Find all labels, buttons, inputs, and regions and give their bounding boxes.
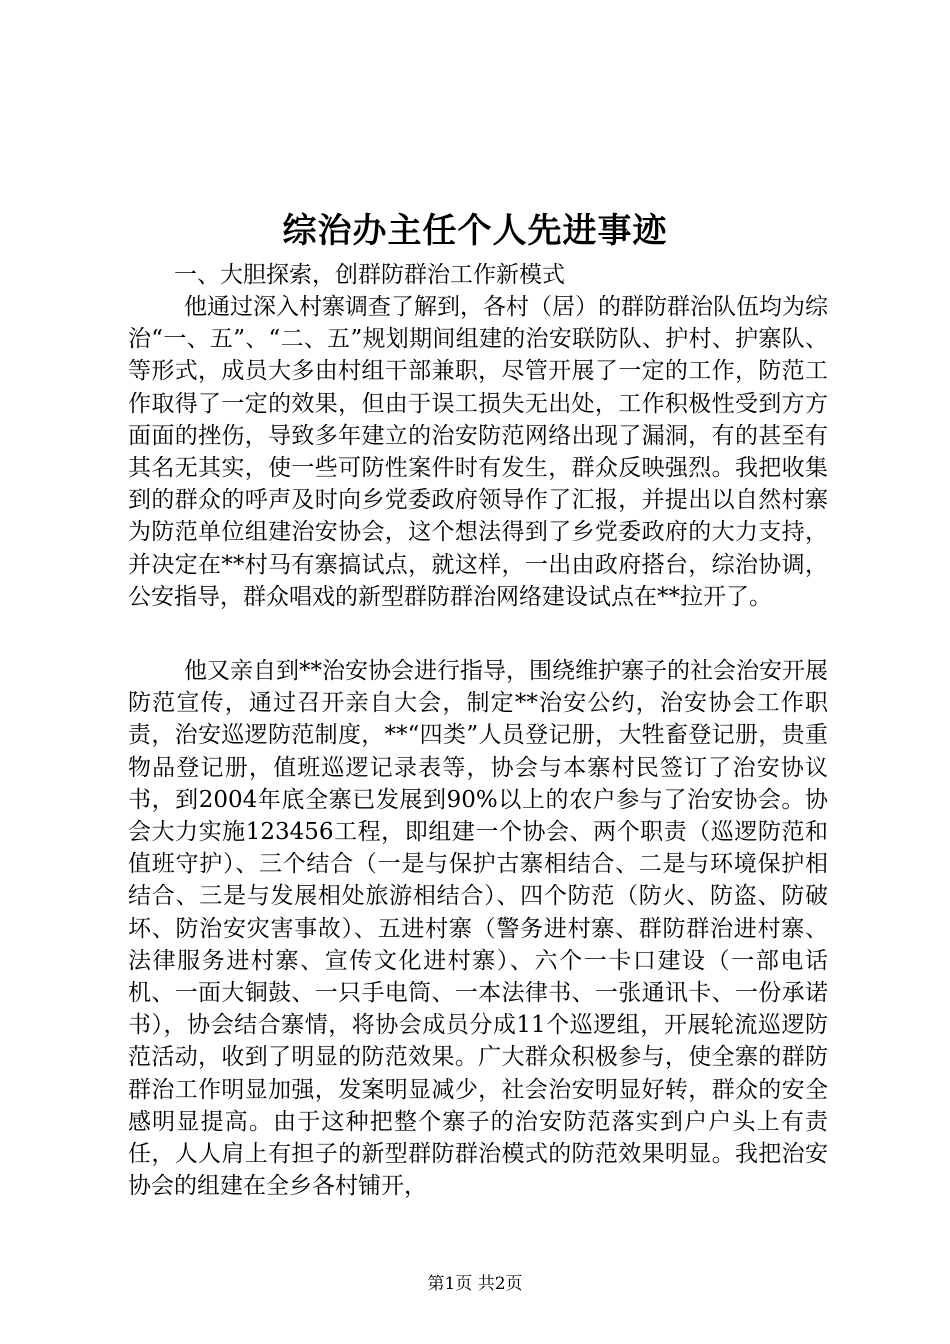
body-paragraph-1: 他通过深入村寨调查了解到，各村（居）的群防群治队伍均为综治“一、五”、“二、五”规划期间组建的治安联防队、护村、护寨队、等形式，成员大多由村组干部兼职，尽管开展了一定的工作，防范工作取得了一定的效果，但由于误工损失无出处，工作积极性受到方方面面的挫伤，导致多年建立的治安防范网络出现了漏洞，有的甚至有其名无其实，使一些可防性案件时有发生，群众反映强烈。我把收集到的群众的呼声及时向乡党委政府领导作了汇报，并提出以自然村寨为防范单位组建治安协会，这个想法得到了乡党委政府的大力支持，并决定在**村马有寨搞试点，就这样，一出由政府搭台，综治协调，公安指导，群众唱戏的新型群防群治网络建设试点在**拉开了。 xyxy=(128,294,828,610)
document-title: 综治办主任个人先进事迹 xyxy=(282,210,668,251)
section-heading: 一、大胆探索，创群防群治工作新模式 xyxy=(174,262,565,288)
body-paragraph-2: 他又亲自到**治安协会进行指导，围绕维护寨子的社会治安开展防范宣传，通过召开亲自大会，制定**治安公约，治安协会工作职责，治安巡逻防范制度，**“四类”人员登记册，大牲畜登记册，贵重物品登记册，值班巡逻记录表等，协会与本寨村民签订了治安协议书，到2004年底全寨已发展到90%以上的农户参与了治安协会。协会大力实施123456工程，即组建一个协会、两个职责（巡逻防范和值班守护）、三个结合（一是与保护古寨相结合、二是与环境保护相结合、三是与发展相处旅游相结合）、四个防范（防火、防盗、防破坏、防治安灾害事故）、五进村寨（警务进村寨、群防群治进村寨、法律服务进村寨、宣传文化进村寨）、六个一卡口建设（一部电话机、一面大铜鼓、一只手电筒、一本法律书、一张通讯卡、一份承诺书），协会结合寨情，将协会成员分成11个巡逻组，开展轮流巡逻防范活动，收到了明显的防范效果。广大群众积极参与，使全寨的群防群治工作明显加强，发案明显减少，社会治安明显好转，群众的安全感明显提高。由于这种把整个寨子的治安防范落实到户户头上有责任，人人肩上有担子的新型群防群治模式的防范效果明显。我把治安协会的组建在全乡各村铺开， xyxy=(128,658,828,1200)
page-number-footer: 第1页 共2页 xyxy=(427,1274,523,1294)
